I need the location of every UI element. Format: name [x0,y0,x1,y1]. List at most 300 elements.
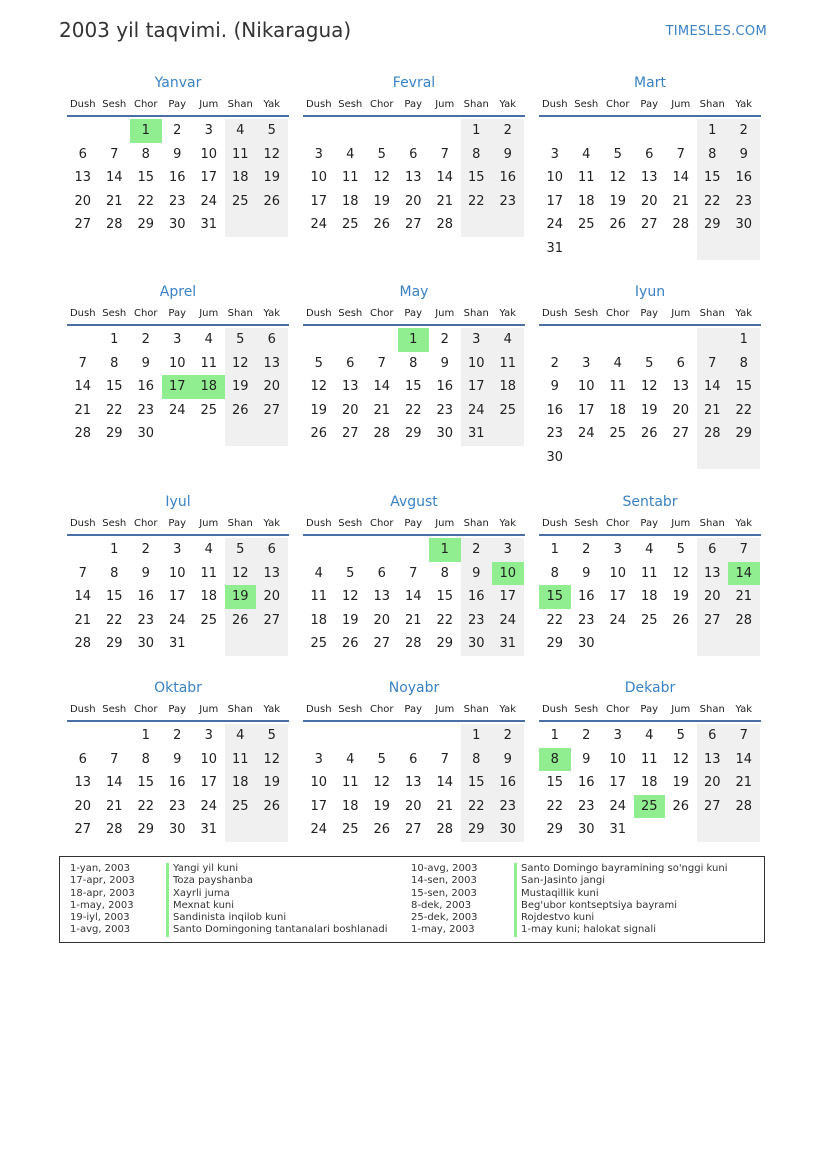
day-cell[interactable]: 25 [577,217,595,232]
day-cell[interactable]: 1 [141,728,150,743]
day-cell[interactable]: 2 [492,119,524,143]
day-cell[interactable]: 5 [256,724,288,748]
day-cell[interactable]: 17 [310,193,328,209]
day-cell[interactable]: 9 [141,355,150,371]
day-cell[interactable]: 31 [609,822,627,837]
day-cell[interactable]: 21 [728,771,760,795]
day-cell[interactable]: 13 [373,589,391,604]
holiday-day-cell[interactable]: 1 [130,119,162,143]
day-cell[interactable]: 11 [225,748,257,772]
day-cell[interactable]: 27 [640,217,658,232]
day-cell[interactable]: 21 [436,193,454,209]
day-cell[interactable]: 9 [728,143,760,167]
day-cell[interactable]: 15 [728,375,760,399]
day-cell[interactable]: 6 [645,146,654,162]
day-cell[interactable]: 7 [409,565,418,581]
day-cell[interactable]: 19 [225,375,257,399]
day-cell[interactable]: 25 [341,822,359,837]
day-cell[interactable]: 31 [461,422,493,446]
day-cell[interactable]: 1 [728,328,760,352]
holiday-day-cell[interactable]: 15 [539,585,571,609]
day-cell[interactable]: 1 [461,119,493,143]
day-cell[interactable]: 16 [577,775,595,790]
day-cell[interactable]: 6 [676,355,685,371]
day-cell[interactable]: 5 [256,119,288,143]
day-cell[interactable]: 6 [409,146,418,162]
day-cell[interactable]: 17 [492,585,524,609]
day-cell[interactable]: 30 [137,426,155,441]
day-cell[interactable]: 18 [225,166,257,190]
holiday-day-cell[interactable]: 25 [634,795,666,819]
day-cell[interactable]: 17 [200,775,218,790]
day-cell[interactable]: 28 [373,426,391,441]
day-cell[interactable]: 14 [105,170,123,185]
day-cell[interactable]: 29 [105,426,123,441]
day-cell[interactable]: 3 [613,542,622,557]
day-cell[interactable]: 22 [404,402,422,418]
day-cell[interactable]: 18 [492,375,524,399]
day-cell[interactable]: 28 [697,422,729,446]
day-cell[interactable]: 12 [256,143,288,167]
day-cell[interactable]: 20 [341,402,359,418]
day-cell[interactable]: 23 [546,426,564,441]
day-cell[interactable]: 2 [582,728,591,743]
day-cell[interactable]: 2 [461,538,493,562]
day-cell[interactable]: 23 [436,402,454,418]
day-cell[interactable]: 8 [697,143,729,167]
day-cell[interactable]: 22 [546,612,564,628]
day-cell[interactable]: 25 [200,612,218,628]
day-cell[interactable]: 20 [74,798,92,814]
day-cell[interactable]: 17 [461,375,493,399]
day-cell[interactable]: 26 [672,798,690,814]
day-cell[interactable]: 5 [676,728,685,743]
day-cell[interactable]: 14 [105,775,123,790]
day-cell[interactable]: 20 [74,193,92,209]
day-cell[interactable]: 24 [200,193,218,209]
day-cell[interactable]: 24 [546,217,564,232]
day-cell[interactable]: 8 [110,565,119,581]
day-cell[interactable]: 4 [346,751,355,767]
day-cell[interactable]: 14 [728,748,760,772]
day-cell[interactable]: 4 [645,542,654,557]
day-cell[interactable]: 9 [492,143,524,167]
holiday-day-cell[interactable]: 1 [429,538,461,562]
day-cell[interactable]: 27 [74,217,92,232]
day-cell[interactable]: 11 [341,170,359,185]
day-cell[interactable]: 7 [676,146,685,162]
day-cell[interactable]: 14 [74,379,92,394]
day-cell[interactable]: 10 [609,751,627,767]
day-cell[interactable]: 25 [341,217,359,232]
day-cell[interactable]: 23 [492,190,524,214]
day-cell[interactable]: 27 [697,609,729,633]
day-cell[interactable]: 25 [310,636,328,651]
day-cell[interactable]: 15 [461,166,493,190]
day-cell[interactable]: 14 [697,375,729,399]
day-cell[interactable]: 28 [404,636,422,651]
day-cell[interactable]: 10 [168,565,186,581]
day-cell[interactable]: 24 [577,426,595,441]
day-cell[interactable]: 2 [141,332,150,347]
day-cell[interactable]: 2 [582,542,591,557]
day-cell[interactable]: 10 [200,146,218,162]
day-cell[interactable]: 6 [346,355,355,371]
day-cell[interactable]: 30 [168,822,186,837]
day-cell[interactable]: 17 [546,193,564,209]
day-cell[interactable]: 6 [256,538,288,562]
day-cell[interactable]: 10 [310,170,328,185]
day-cell[interactable]: 3 [550,146,559,162]
holiday-day-cell[interactable]: 8 [539,748,571,772]
day-cell[interactable]: 8 [728,352,760,376]
day-cell[interactable]: 21 [105,798,123,814]
day-cell[interactable]: 13 [640,170,658,185]
day-cell[interactable]: 21 [728,585,760,609]
day-cell[interactable]: 23 [168,798,186,814]
day-cell[interactable]: 20 [404,798,422,814]
day-cell[interactable]: 18 [341,193,359,209]
day-cell[interactable]: 28 [728,609,760,633]
day-cell[interactable]: 4 [346,146,355,162]
day-cell[interactable]: 9 [173,146,182,162]
day-cell[interactable]: 18 [310,612,328,628]
day-cell[interactable]: 6 [409,751,418,767]
day-cell[interactable]: 22 [137,798,155,814]
day-cell[interactable]: 20 [373,612,391,628]
day-cell[interactable]: 23 [168,193,186,209]
day-cell[interactable]: 18 [577,193,595,209]
day-cell[interactable]: 23 [137,402,155,418]
day-cell[interactable]: 7 [78,355,87,371]
day-cell[interactable]: 11 [200,565,218,581]
day-cell[interactable]: 2 [492,724,524,748]
day-cell[interactable]: 13 [256,352,288,376]
day-cell[interactable]: 26 [225,399,257,423]
day-cell[interactable]: 30 [546,449,564,465]
day-cell[interactable]: 16 [461,585,493,609]
day-cell[interactable]: 24 [492,609,524,633]
day-cell[interactable]: 3 [492,538,524,562]
day-cell[interactable]: 11 [577,170,595,185]
day-cell[interactable]: 8 [110,355,119,371]
day-cell[interactable]: 23 [137,612,155,628]
day-cell[interactable]: 5 [377,146,386,162]
day-cell[interactable]: 11 [310,589,328,604]
day-cell[interactable]: 19 [310,402,328,418]
day-cell[interactable]: 18 [341,798,359,814]
day-cell[interactable]: 5 [613,146,622,162]
day-cell[interactable]: 18 [640,589,658,604]
day-cell[interactable]: 22 [697,190,729,214]
day-cell[interactable]: 19 [672,589,690,604]
day-cell[interactable]: 8 [550,565,559,581]
day-cell[interactable]: 21 [373,402,391,418]
day-cell[interactable]: 8 [141,751,150,767]
day-cell[interactable]: 21 [697,399,729,423]
day-cell[interactable]: 16 [168,775,186,790]
holiday-day-cell[interactable]: 14 [728,562,760,586]
day-cell[interactable]: 16 [436,379,454,394]
day-cell[interactable]: 13 [672,379,690,394]
day-cell[interactable]: 21 [74,402,92,418]
day-cell[interactable]: 18 [609,402,627,418]
day-cell[interactable]: 23 [492,795,524,819]
day-cell[interactable]: 29 [404,426,422,441]
day-cell[interactable]: 19 [256,771,288,795]
day-cell[interactable]: 5 [225,538,257,562]
day-cell[interactable]: 26 [256,795,288,819]
day-cell[interactable]: 12 [672,751,690,767]
day-cell[interactable]: 5 [346,565,355,581]
day-cell[interactable]: 14 [404,589,422,604]
day-cell[interactable]: 24 [168,612,186,628]
day-cell[interactable]: 6 [256,328,288,352]
day-cell[interactable]: 13 [256,562,288,586]
day-cell[interactable]: 19 [609,193,627,209]
day-cell[interactable]: 20 [672,402,690,418]
day-cell[interactable]: 29 [461,818,493,842]
day-cell[interactable]: 11 [640,751,658,767]
day-cell[interactable]: 12 [225,562,257,586]
day-cell[interactable]: 22 [105,612,123,628]
day-cell[interactable]: 28 [436,822,454,837]
holiday-day-cell[interactable]: 19 [225,585,257,609]
day-cell[interactable]: 30 [436,426,454,441]
day-cell[interactable]: 27 [404,822,422,837]
day-cell[interactable]: 4 [613,355,622,371]
day-cell[interactable]: 26 [341,636,359,651]
day-cell[interactable]: 22 [546,798,564,814]
day-cell[interactable]: 20 [697,585,729,609]
day-cell[interactable]: 3 [582,355,591,371]
day-cell[interactable]: 26 [609,217,627,232]
day-cell[interactable]: 11 [200,355,218,371]
day-cell[interactable]: 4 [314,565,323,581]
day-cell[interactable]: 14 [672,170,690,185]
day-cell[interactable]: 17 [609,775,627,790]
day-cell[interactable]: 31 [492,632,524,656]
day-cell[interactable]: 15 [546,775,564,790]
day-cell[interactable]: 16 [492,771,524,795]
day-cell[interactable]: 5 [225,328,257,352]
day-cell[interactable]: 1 [697,119,729,143]
day-cell[interactable]: 21 [105,193,123,209]
day-cell[interactable]: 12 [310,379,328,394]
day-cell[interactable]: 20 [697,771,729,795]
day-cell[interactable]: 8 [440,565,449,581]
day-cell[interactable]: 22 [728,399,760,423]
day-cell[interactable]: 16 [546,402,564,418]
day-cell[interactable]: 27 [74,822,92,837]
day-cell[interactable]: 28 [74,426,92,441]
day-cell[interactable]: 27 [256,399,288,423]
day-cell[interactable]: 1 [550,728,559,743]
day-cell[interactable]: 21 [436,798,454,814]
day-cell[interactable]: 25 [609,426,627,441]
day-cell[interactable]: 23 [461,609,493,633]
day-cell[interactable]: 19 [373,193,391,209]
day-cell[interactable]: 27 [373,636,391,651]
day-cell[interactable]: 26 [373,217,391,232]
day-cell[interactable]: 31 [168,636,186,651]
day-cell[interactable]: 22 [461,795,493,819]
day-cell[interactable]: 9 [173,751,182,767]
day-cell[interactable]: 28 [436,217,454,232]
day-cell[interactable]: 19 [640,402,658,418]
day-cell[interactable]: 28 [672,217,690,232]
day-cell[interactable]: 16 [137,589,155,604]
day-cell[interactable]: 20 [256,585,288,609]
day-cell[interactable]: 24 [200,798,218,814]
day-cell[interactable]: 28 [74,636,92,651]
day-cell[interactable]: 6 [377,565,386,581]
day-cell[interactable]: 29 [436,636,454,651]
day-cell[interactable]: 22 [461,190,493,214]
day-cell[interactable]: 31 [200,822,218,837]
day-cell[interactable]: 2 [141,542,150,557]
day-cell[interactable]: 20 [404,193,422,209]
day-cell[interactable]: 13 [404,170,422,185]
day-cell[interactable]: 10 [609,565,627,581]
day-cell[interactable]: 9 [141,565,150,581]
day-cell[interactable]: 18 [225,771,257,795]
day-cell[interactable]: 10 [168,355,186,371]
day-cell[interactable]: 10 [200,751,218,767]
day-cell[interactable]: 30 [728,213,760,237]
day-cell[interactable]: 18 [640,775,658,790]
day-cell[interactable]: 27 [697,795,729,819]
day-cell[interactable]: 8 [409,355,418,371]
day-cell[interactable]: 9 [461,562,493,586]
day-cell[interactable]: 25 [200,402,218,418]
day-cell[interactable]: 8 [461,143,493,167]
day-cell[interactable]: 29 [105,636,123,651]
day-cell[interactable]: 13 [697,562,729,586]
day-cell[interactable]: 4 [582,146,591,162]
day-cell[interactable]: 18 [200,589,218,604]
day-cell[interactable]: 7 [728,724,760,748]
day-cell[interactable]: 7 [110,751,119,767]
day-cell[interactable]: 16 [492,166,524,190]
day-cell[interactable]: 27 [341,426,359,441]
day-cell[interactable]: 11 [225,143,257,167]
day-cell[interactable]: 26 [310,426,328,441]
brand-link[interactable]: TIMESLES.COM [665,24,767,39]
day-cell[interactable]: 28 [105,822,123,837]
day-cell[interactable]: 17 [310,798,328,814]
day-cell[interactable]: 2 [440,332,449,347]
day-cell[interactable]: 15 [137,775,155,790]
day-cell[interactable]: 26 [373,822,391,837]
day-cell[interactable]: 24 [310,217,328,232]
day-cell[interactable]: 19 [341,612,359,628]
day-cell[interactable]: 7 [440,146,449,162]
day-cell[interactable]: 20 [256,375,288,399]
day-cell[interactable]: 7 [697,352,729,376]
day-cell[interactable]: 30 [577,636,595,651]
day-cell[interactable]: 30 [577,822,595,837]
day-cell[interactable]: 31 [200,217,218,232]
day-cell[interactable]: 8 [461,748,493,772]
day-cell[interactable]: 12 [640,379,658,394]
day-cell[interactable]: 3 [314,751,323,767]
day-cell[interactable]: 4 [492,328,524,352]
day-cell[interactable]: 12 [672,565,690,581]
day-cell[interactable]: 27 [404,217,422,232]
day-cell[interactable]: 22 [105,402,123,418]
day-cell[interactable]: 24 [609,798,627,814]
day-cell[interactable]: 13 [74,170,92,185]
day-cell[interactable]: 9 [582,565,591,581]
day-cell[interactable]: 10 [310,775,328,790]
day-cell[interactable]: 6 [697,538,729,562]
holiday-day-cell[interactable]: 1 [398,328,430,352]
day-cell[interactable]: 5 [645,355,654,371]
day-cell[interactable]: 19 [256,166,288,190]
day-cell[interactable]: 1 [110,332,119,347]
day-cell[interactable]: 3 [314,146,323,162]
day-cell[interactable]: 13 [74,775,92,790]
day-cell[interactable]: 6 [78,751,87,767]
day-cell[interactable]: 4 [645,728,654,743]
day-cell[interactable]: 11 [640,565,658,581]
day-cell[interactable]: 28 [105,217,123,232]
day-cell[interactable]: 29 [137,822,155,837]
day-cell[interactable]: 12 [225,352,257,376]
day-cell[interactable]: 3 [613,728,622,743]
day-cell[interactable]: 23 [728,190,760,214]
day-cell[interactable]: 24 [461,399,493,423]
day-cell[interactable]: 3 [461,328,493,352]
day-cell[interactable]: 21 [404,612,422,628]
day-cell[interactable]: 15 [436,589,454,604]
day-cell[interactable]: 17 [200,170,218,185]
day-cell[interactable]: 15 [137,170,155,185]
day-cell[interactable]: 12 [373,170,391,185]
day-cell[interactable]: 5 [314,355,323,371]
day-cell[interactable]: 20 [640,193,658,209]
day-cell[interactable]: 3 [204,123,213,138]
day-cell[interactable]: 24 [609,612,627,628]
day-cell[interactable]: 9 [550,379,559,394]
day-cell[interactable]: 7 [440,751,449,767]
day-cell[interactable]: 13 [341,379,359,394]
day-cell[interactable]: 4 [225,724,257,748]
day-cell[interactable]: 22 [137,193,155,209]
day-cell[interactable]: 15 [404,379,422,394]
day-cell[interactable]: 22 [436,612,454,628]
day-cell[interactable]: 4 [225,119,257,143]
day-cell[interactable]: 10 [461,352,493,376]
day-cell[interactable]: 26 [640,426,658,441]
day-cell[interactable]: 3 [173,542,182,557]
day-cell[interactable]: 16 [577,589,595,604]
day-cell[interactable]: 25 [492,399,524,423]
day-cell[interactable]: 25 [225,795,257,819]
day-cell[interactable]: 24 [168,402,186,418]
day-cell[interactable]: 29 [697,213,729,237]
day-cell[interactable]: 27 [256,609,288,633]
day-cell[interactable]: 30 [461,632,493,656]
day-cell[interactable]: 26 [256,190,288,214]
day-cell[interactable]: 19 [672,775,690,790]
day-cell[interactable]: 25 [640,612,658,628]
day-cell[interactable]: 21 [672,193,690,209]
day-cell[interactable]: 9 [440,355,449,371]
day-cell[interactable]: 3 [173,332,182,347]
holiday-day-cell[interactable]: 17 [162,375,194,399]
